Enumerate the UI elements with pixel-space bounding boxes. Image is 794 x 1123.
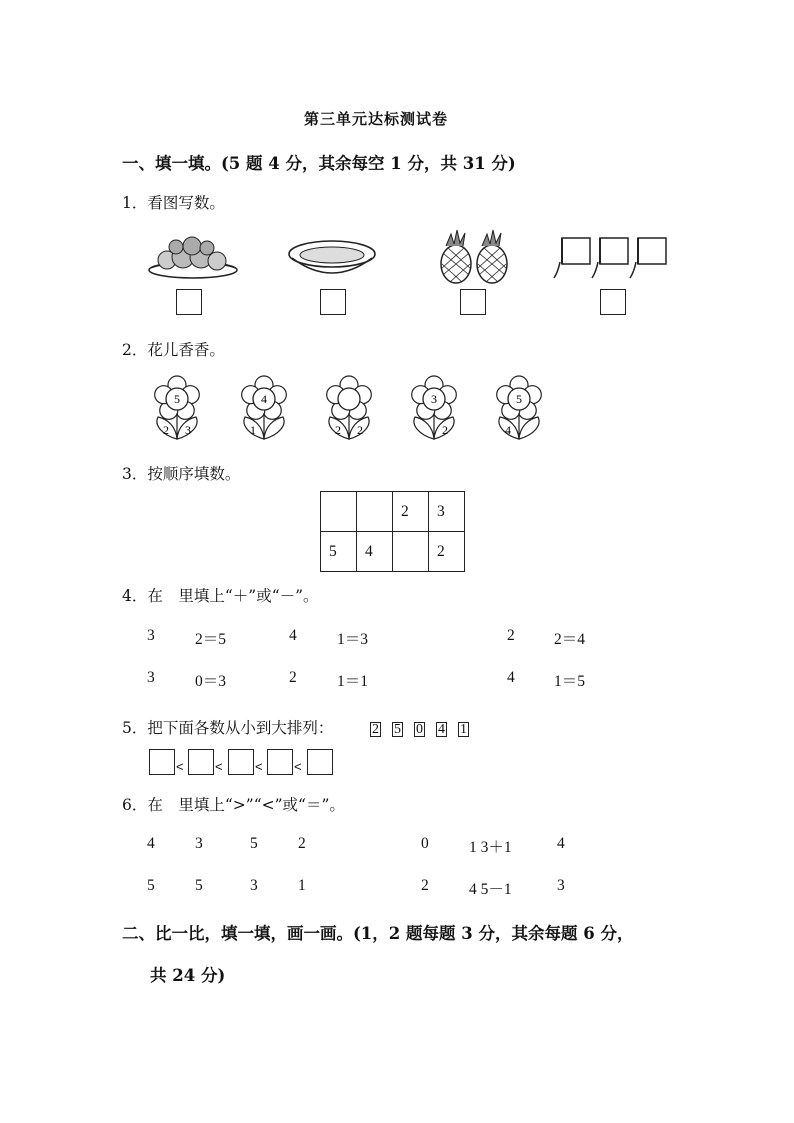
q5-number: 5 (394, 722, 401, 737)
q1-label: 1．看图写数。 (122, 194, 225, 212)
section-1-heading: 一、填一填。(5 题 4 分，其余每空 1 分，共 31 分) (122, 154, 516, 173)
q4-r2-a: 3 (147, 669, 155, 686)
right-leaf (519, 417, 539, 439)
right-leaf (264, 417, 284, 439)
q6-r1-4: 0 (421, 835, 429, 852)
order-box-1[interactable] (149, 749, 175, 775)
flower-right-number: 3 (185, 423, 191, 437)
q6-r1-0: 4 (147, 835, 155, 852)
order-box-3[interactable] (228, 749, 254, 775)
flower-center-number: 4 (261, 392, 267, 406)
sequence-cell: 5 (321, 532, 357, 572)
flower-center-number: 5 (516, 392, 522, 406)
table-row (321, 532, 465, 572)
sequence-cell: 2 (429, 532, 465, 572)
q6-r1-3: 2 (298, 835, 306, 852)
flower-center-number: 5 (174, 392, 180, 406)
q4-r1-f: 2＝4 (554, 631, 586, 648)
flower-illustration (142, 369, 208, 443)
q4-r1-e: 2 (507, 627, 515, 644)
less-than-sign: < (255, 759, 263, 774)
order-box-2[interactable] (188, 749, 214, 775)
left-leaf (414, 417, 434, 439)
q4-r2-c: 2 (289, 669, 297, 686)
less-than-sign: < (215, 759, 223, 774)
flower-illustration (399, 369, 465, 443)
sequence-cell: 4 (357, 532, 393, 572)
order-box-5[interactable] (307, 749, 333, 775)
q4-r2-e: 4 (507, 669, 515, 686)
q4-label: 4．在 里填上“＋”或“－”。 (122, 587, 319, 605)
page-title: 第三单元达标测试卷 (304, 110, 449, 128)
flower-illustration (484, 369, 550, 443)
q4-r1-d: 1＝3 (337, 631, 369, 648)
q4-r2-b: 0＝3 (195, 673, 227, 690)
order-box-4[interactable] (267, 749, 293, 775)
flower-left-number: 2 (163, 423, 169, 437)
flower-left-number: 4 (505, 423, 511, 437)
flower-illustration (314, 369, 380, 443)
q4-r2-f: 1＝5 (554, 673, 586, 690)
q5-number-list (370, 718, 480, 737)
sequence-cell[interactable] (357, 492, 393, 532)
q4-r1-b: 2＝5 (195, 631, 227, 648)
q4-r2-d: 1＝1 (337, 673, 369, 690)
answer-box-3[interactable] (460, 289, 486, 315)
q6-r2-3: 1 (298, 877, 306, 894)
q6-r1-1: 3 (195, 835, 203, 852)
flower-illustration (229, 369, 295, 443)
q4-r1-a: 3 (147, 627, 155, 644)
q6-r1-6: 4 (557, 835, 565, 852)
flower-left-number: 1 (250, 423, 256, 437)
sequence-cell[interactable] (321, 492, 357, 532)
q2-label: 2．花儿香香。 (122, 341, 225, 359)
empty-bowl-illustration (286, 236, 378, 280)
sequence-cell: 2 (393, 492, 429, 532)
fruit-plate-illustration (145, 230, 241, 282)
less-than-sign: < (176, 759, 184, 774)
q6-r2-1: 5 (195, 877, 203, 894)
q6-r1-5: 1 3＋1 (469, 839, 512, 856)
section-2-heading-cont: 共 24 分) (150, 966, 226, 985)
section-2-heading: 二、比一比，填一填，画一画。(1，2 题每题 3 分，其余每题 6 分， (122, 924, 634, 943)
answer-box-2[interactable] (320, 289, 346, 315)
flower-right-number: 2 (442, 423, 448, 437)
q6-r1-2: 5 (250, 835, 258, 852)
q5-number: 1 (460, 722, 467, 737)
q6-r2-0: 5 (147, 877, 155, 894)
q4-r1-c: 4 (289, 627, 297, 644)
table-row (321, 492, 465, 532)
q5-number: 2 (372, 722, 379, 737)
q6-r2-4: 2 (421, 877, 429, 894)
q6-label: 6．在 里填上“>”“<”或“＝”。 (122, 796, 345, 814)
less-than-sign: < (294, 759, 302, 774)
q6-r2-2: 3 (250, 877, 258, 894)
flower-right-number: 2 (357, 423, 363, 437)
q5-number: 4 (438, 722, 445, 737)
answer-box-4[interactable] (600, 289, 626, 315)
sequence-cell: 3 (429, 492, 465, 532)
q3-label: 3．按顺序填数。 (122, 465, 241, 483)
flower-center (338, 388, 360, 410)
sequence-cell[interactable] (393, 532, 429, 572)
flower-center-number: 3 (431, 392, 437, 406)
answer-box-1[interactable] (176, 289, 202, 315)
sequence-table (320, 491, 465, 572)
q6-r2-6: 3 (557, 877, 565, 894)
q5-number: 0 (416, 722, 423, 737)
q5-label: 5．把下面各数从小到大排列： (122, 719, 334, 737)
q6-r2-5: 4 5－1 (469, 881, 512, 898)
pineapples-illustration (436, 228, 512, 286)
flower-left-number: 2 (335, 423, 341, 437)
boxes-illustration (552, 234, 668, 282)
